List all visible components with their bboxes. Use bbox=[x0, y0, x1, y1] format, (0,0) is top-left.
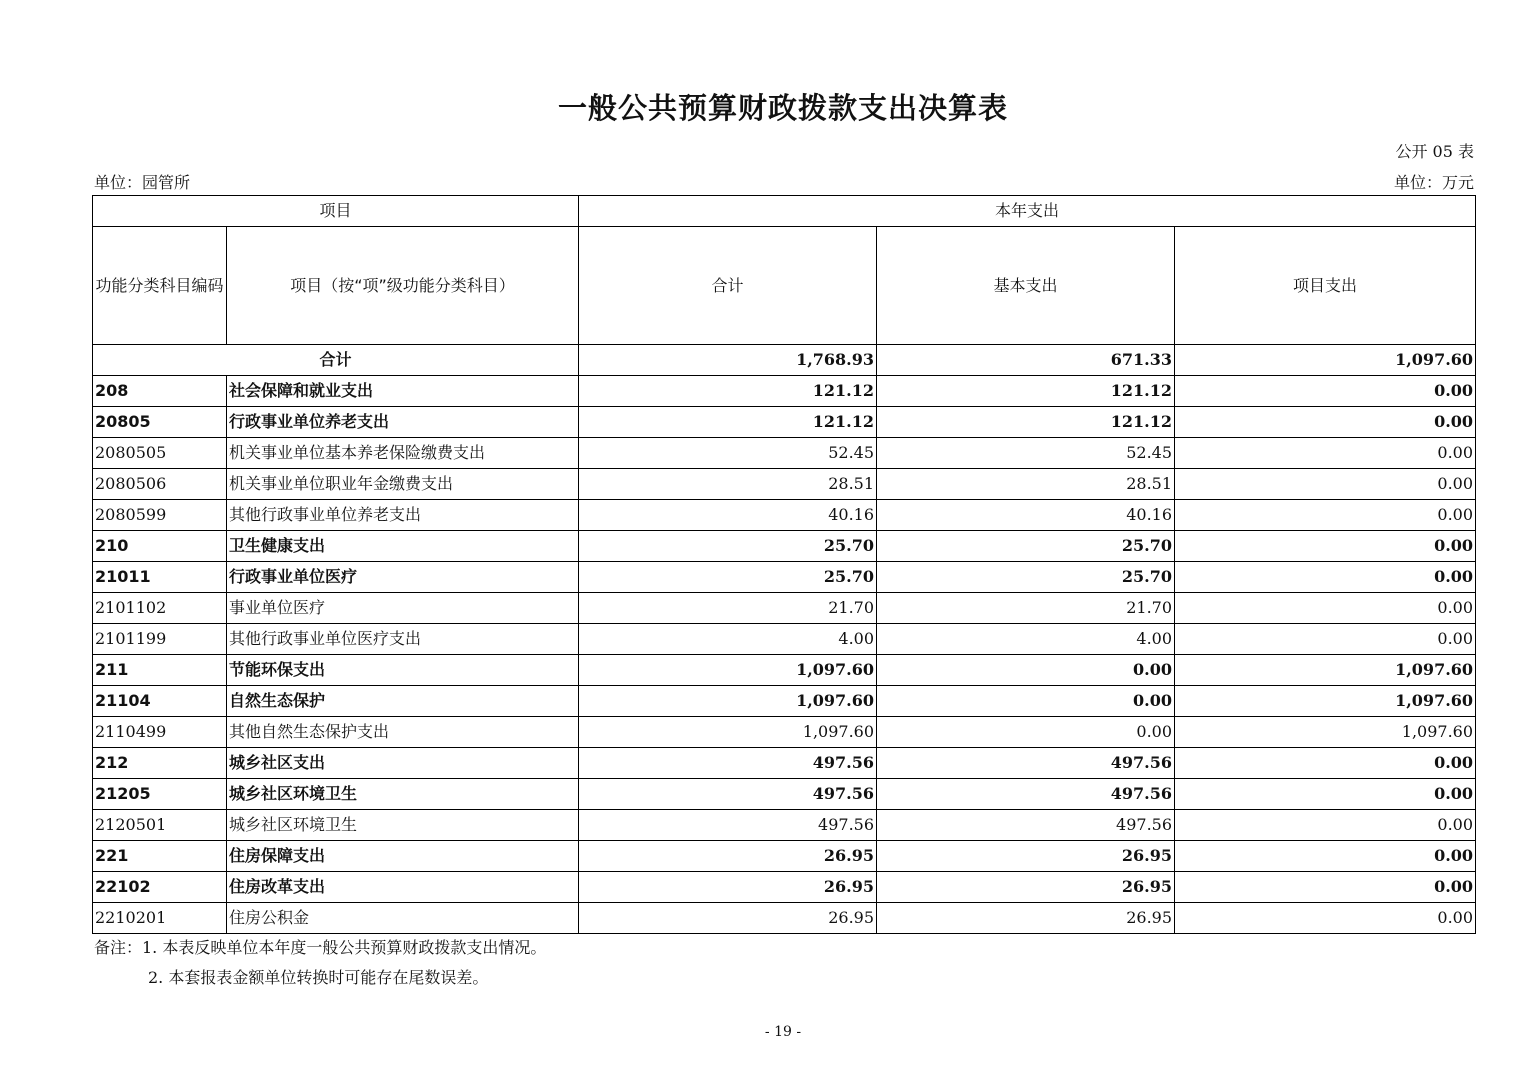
row-name: 社会保障和就业支出 bbox=[227, 376, 579, 407]
row-code: 2080506 bbox=[93, 469, 227, 500]
table-row bbox=[93, 748, 1476, 779]
table-row bbox=[93, 810, 1476, 841]
row-name: 城乡社区支出 bbox=[227, 748, 579, 779]
row-project: 0.00 bbox=[1175, 872, 1476, 903]
row-code: 21205 bbox=[93, 779, 227, 810]
total-label: 合计 bbox=[93, 345, 579, 376]
row-basic: 40.16 bbox=[877, 500, 1175, 531]
row-project: 0.00 bbox=[1175, 469, 1476, 500]
row-basic: 21.70 bbox=[877, 593, 1175, 624]
row-code: 21011 bbox=[93, 562, 227, 593]
row-code: 2101199 bbox=[93, 624, 227, 655]
table-row bbox=[93, 562, 1476, 593]
header-basic: 基本支出 bbox=[877, 227, 1175, 345]
row-basic: 121.12 bbox=[877, 407, 1175, 438]
currency-unit: 单位：万元 bbox=[1393, 173, 1474, 192]
table-row bbox=[93, 469, 1476, 500]
row-basic: 26.95 bbox=[877, 841, 1175, 872]
table-row bbox=[93, 841, 1476, 872]
row-name: 住房改革支出 bbox=[227, 872, 579, 903]
row-name: 城乡社区环境卫生 bbox=[227, 779, 579, 810]
row-code: 212 bbox=[93, 748, 227, 779]
row-basic: 0.00 bbox=[877, 686, 1175, 717]
row-name: 城乡社区环境卫生 bbox=[227, 810, 579, 841]
page-number: - 19 - bbox=[764, 1024, 802, 1040]
row-project: 1,097.60 bbox=[1175, 655, 1476, 686]
row-total: 121.12 bbox=[579, 407, 877, 438]
row-name: 其他行政事业单位医疗支出 bbox=[227, 624, 579, 655]
row-total: 40.16 bbox=[579, 500, 877, 531]
row-project: 0.00 bbox=[1175, 810, 1476, 841]
row-name: 事业单位医疗 bbox=[227, 593, 579, 624]
row-project: 0.00 bbox=[1175, 500, 1476, 531]
row-project: 0.00 bbox=[1175, 779, 1476, 810]
row-total: 25.70 bbox=[579, 562, 877, 593]
table-row bbox=[93, 624, 1476, 655]
table-row bbox=[93, 872, 1476, 903]
page-title: 一般公共预算财政拨款支出决算表 bbox=[557, 91, 1008, 125]
table-row bbox=[93, 655, 1476, 686]
table-row bbox=[93, 531, 1476, 562]
row-code: 2210201 bbox=[93, 903, 227, 934]
row-code: 22102 bbox=[93, 872, 227, 903]
row-basic: 4.00 bbox=[877, 624, 1175, 655]
row-basic: 25.70 bbox=[877, 531, 1175, 562]
row-basic: 121.12 bbox=[877, 376, 1175, 407]
total-project: 1,097.60 bbox=[1175, 345, 1476, 376]
header-item: 项目 bbox=[93, 196, 579, 227]
row-name: 住房保障支出 bbox=[227, 841, 579, 872]
row-project: 0.00 bbox=[1175, 562, 1476, 593]
row-name: 机关事业单位职业年金缴费支出 bbox=[227, 469, 579, 500]
row-name: 卫生健康支出 bbox=[227, 531, 579, 562]
row-total: 21.70 bbox=[579, 593, 877, 624]
table-row bbox=[93, 500, 1476, 531]
row-name: 行政事业单位养老支出 bbox=[227, 407, 579, 438]
table-row bbox=[93, 407, 1476, 438]
row-total: 497.56 bbox=[579, 810, 877, 841]
row-name: 其他自然生态保护支出 bbox=[227, 717, 579, 748]
row-code: 2120501 bbox=[93, 810, 227, 841]
row-project: 1,097.60 bbox=[1175, 686, 1476, 717]
notes bbox=[94, 933, 546, 993]
row-code: 221 bbox=[93, 841, 227, 872]
table-row bbox=[93, 779, 1476, 810]
row-project: 0.00 bbox=[1175, 593, 1476, 624]
row-name: 自然生态保护 bbox=[227, 686, 579, 717]
row-name: 机关事业单位基本养老保险缴费支出 bbox=[227, 438, 579, 469]
header-year-expenditure: 本年支出 bbox=[579, 196, 1476, 227]
expenditure-table bbox=[92, 195, 1476, 934]
row-name: 节能环保支出 bbox=[227, 655, 579, 686]
row-code: 20805 bbox=[93, 407, 227, 438]
row-code: 211 bbox=[93, 655, 227, 686]
row-code: 208 bbox=[93, 376, 227, 407]
header-name: 项目（按“项”级功能分类科目） bbox=[227, 227, 579, 345]
row-total: 497.56 bbox=[579, 779, 877, 810]
row-basic: 0.00 bbox=[877, 717, 1175, 748]
header-project: 项目支出 bbox=[1175, 227, 1476, 345]
row-total: 28.51 bbox=[579, 469, 877, 500]
header-code: 功能分类科目编码 bbox=[93, 227, 227, 345]
table-row bbox=[93, 717, 1476, 748]
table-row bbox=[93, 593, 1476, 624]
row-total: 26.95 bbox=[579, 903, 877, 934]
row-total: 121.12 bbox=[579, 376, 877, 407]
row-name: 行政事业单位医疗 bbox=[227, 562, 579, 593]
table-row bbox=[93, 376, 1476, 407]
row-code: 2101102 bbox=[93, 593, 227, 624]
row-basic: 26.95 bbox=[877, 872, 1175, 903]
row-basic: 28.51 bbox=[877, 469, 1175, 500]
total-sum: 1,768.93 bbox=[579, 345, 877, 376]
row-project: 0.00 bbox=[1175, 748, 1476, 779]
row-basic: 497.56 bbox=[877, 748, 1175, 779]
row-name: 其他行政事业单位养老支出 bbox=[227, 500, 579, 531]
row-total: 1,097.60 bbox=[579, 686, 877, 717]
row-project: 0.00 bbox=[1175, 624, 1476, 655]
row-total: 497.56 bbox=[579, 748, 877, 779]
row-code: 2080505 bbox=[93, 438, 227, 469]
note-line-1: 备注：1. 本表反映单位本年度一般公共预算财政拨款支出情况。 bbox=[94, 938, 547, 957]
row-total: 1,097.60 bbox=[579, 717, 877, 748]
row-total: 26.95 bbox=[579, 872, 877, 903]
total-basic: 671.33 bbox=[877, 345, 1175, 376]
row-code: 2110499 bbox=[93, 717, 227, 748]
row-basic: 497.56 bbox=[877, 810, 1175, 841]
row-project: 1,097.60 bbox=[1175, 717, 1476, 748]
total-row bbox=[93, 345, 1476, 376]
row-total: 52.45 bbox=[579, 438, 877, 469]
header-total: 合计 bbox=[579, 227, 877, 345]
row-project: 0.00 bbox=[1175, 903, 1476, 934]
reporting-unit: 单位：园管所 bbox=[94, 173, 191, 192]
row-total: 4.00 bbox=[579, 624, 877, 655]
note-line-2: 2. 本套报表金额单位转换时可能存在尾数误差。 bbox=[148, 968, 489, 987]
row-total: 25.70 bbox=[579, 531, 877, 562]
form-number: 公开 05 表 bbox=[1395, 142, 1474, 161]
row-total: 1,097.60 bbox=[579, 655, 877, 686]
row-project: 0.00 bbox=[1175, 841, 1476, 872]
row-total: 26.95 bbox=[579, 841, 877, 872]
row-basic: 0.00 bbox=[877, 655, 1175, 686]
row-project: 0.00 bbox=[1175, 438, 1476, 469]
row-code: 210 bbox=[93, 531, 227, 562]
row-code: 21104 bbox=[93, 686, 227, 717]
table-row bbox=[93, 438, 1476, 469]
row-name: 住房公积金 bbox=[227, 903, 579, 934]
table-row bbox=[93, 686, 1476, 717]
row-project: 0.00 bbox=[1175, 407, 1476, 438]
row-basic: 497.56 bbox=[877, 779, 1175, 810]
table-row bbox=[93, 903, 1476, 934]
row-basic: 25.70 bbox=[877, 562, 1175, 593]
row-project: 0.00 bbox=[1175, 376, 1476, 407]
row-code: 2080599 bbox=[93, 500, 227, 531]
row-basic: 26.95 bbox=[877, 903, 1175, 934]
row-basic: 52.45 bbox=[877, 438, 1175, 469]
row-project: 0.00 bbox=[1175, 531, 1476, 562]
